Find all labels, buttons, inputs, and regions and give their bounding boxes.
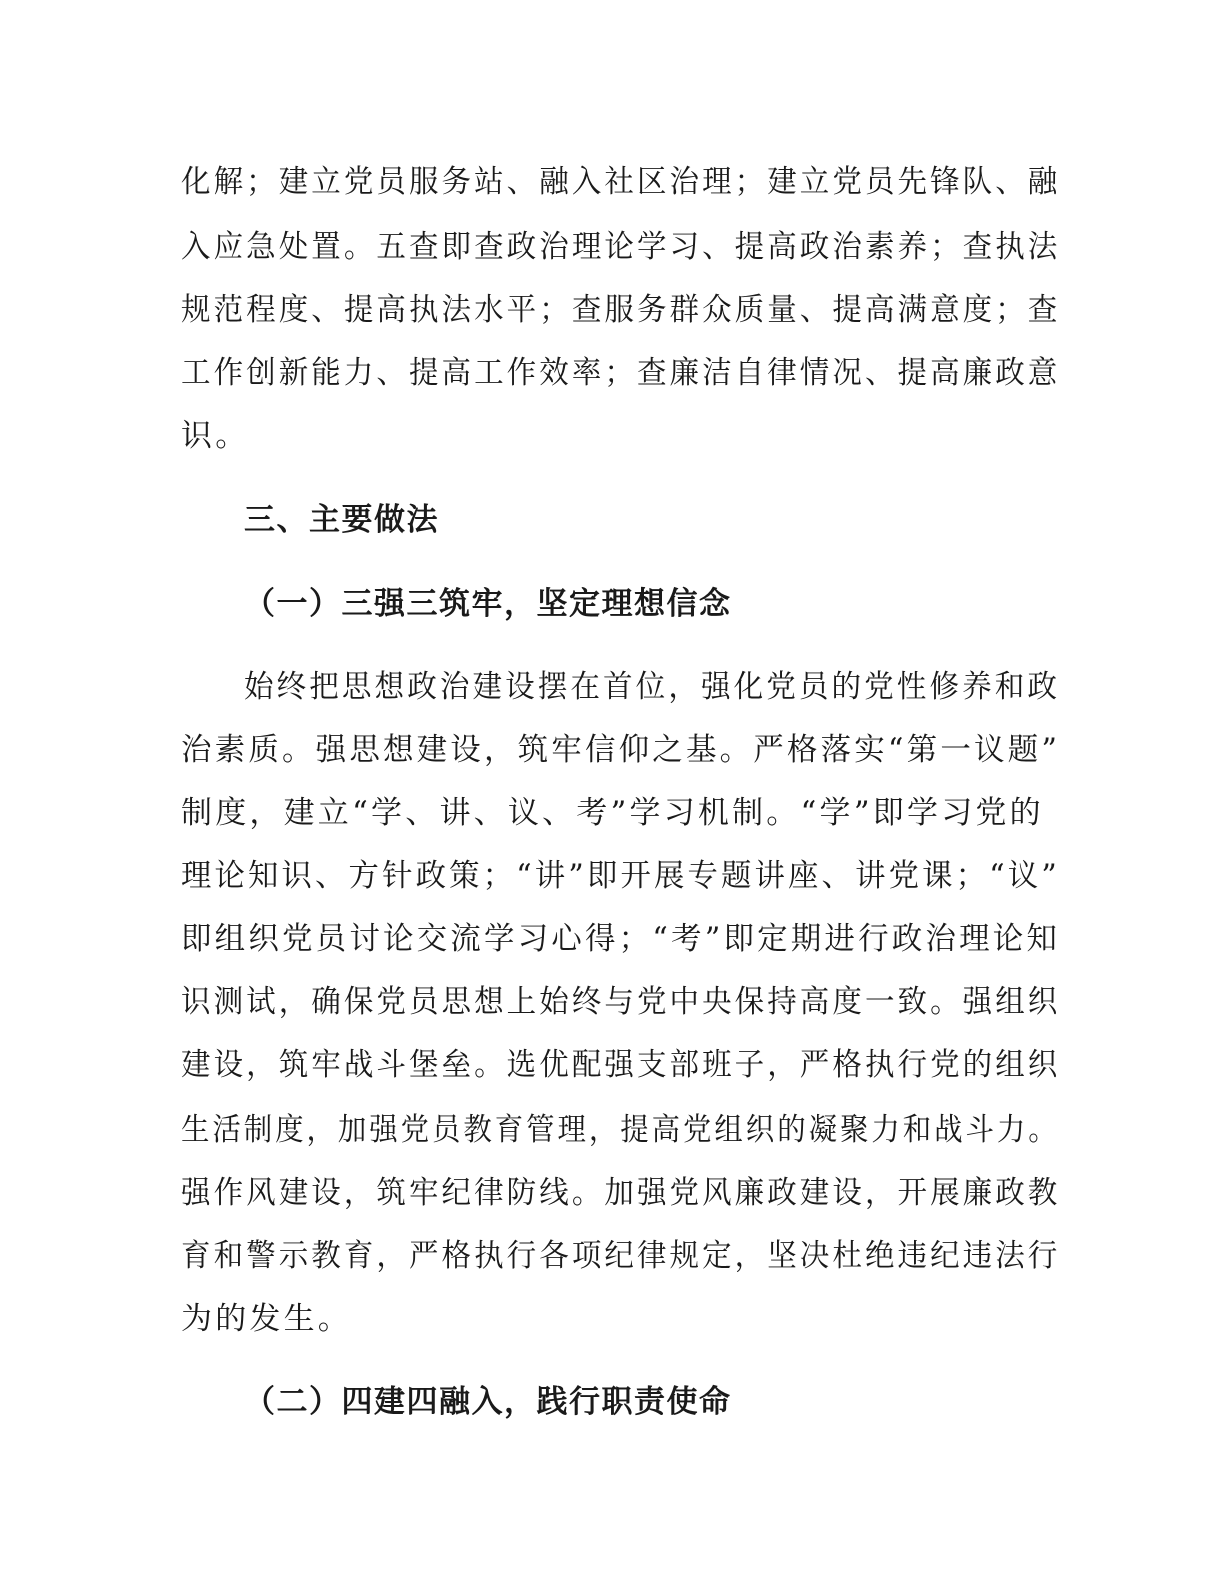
paragraph-line: 育和警示教育，严格执行各项纪律规定，坚决杜绝违纪违法行	[181, 1238, 1061, 1274]
paragraph-line: 化解；建立党员服务站、融入社区治理；建立党员先锋队、融	[181, 164, 1061, 200]
section-heading: 三、主要做法	[244, 502, 439, 538]
paragraph-line: 规范程度、提高执法水平；查服务群众质量、提高满意度；查	[181, 292, 1061, 328]
subsection-heading: （二）四建四融入，践行职责使命	[244, 1384, 732, 1420]
paragraph-line: 入应急处置。五查即查政治理论学习、提高政治素养；查执法	[181, 229, 1061, 265]
paragraph-line: 生活制度，加强党员教育管理，提高党组织的凝聚力和战斗力。	[181, 1112, 1060, 1148]
paragraph-line: 识测试，确保党员思想上始终与党中央保持高度一致。强组织	[181, 984, 1061, 1020]
paragraph-line: 理论知识、方针政策；“讲”即开展专题讲座、讲党课；“议”	[181, 858, 1060, 894]
paragraph-line: 为的发生。	[181, 1301, 352, 1337]
paragraph-line: 制度，建立“学、讲、议、考”学习机制。“学”即学习党的	[181, 795, 1044, 831]
paragraph-line: 建设，筑牢战斗堡垒。选优配强支部班子，严格执行党的组织	[181, 1047, 1061, 1083]
paragraph-line: 即组织党员讨论交流学习心得；“考”即定期进行政治理论知	[181, 921, 1061, 957]
paragraph-line: 工作创新能力、提高工作效率；查廉洁自律情况、提高廉政意	[181, 355, 1061, 391]
subsection-heading: （一）三强三筑牢，坚定理想信念	[244, 586, 732, 622]
paragraph-line: 强作风建设，筑牢纪律防线。加强党风廉政建设，开展廉政教	[181, 1175, 1061, 1211]
paragraph-line: 治素质。强思想建设，筑牢信仰之基。严格落实“第一议题”	[181, 732, 1061, 768]
paragraph-line: 始终把思想政治建设摆在首位，强化党员的党性修养和政	[244, 669, 1061, 705]
paragraph-line: 识。	[181, 418, 250, 454]
